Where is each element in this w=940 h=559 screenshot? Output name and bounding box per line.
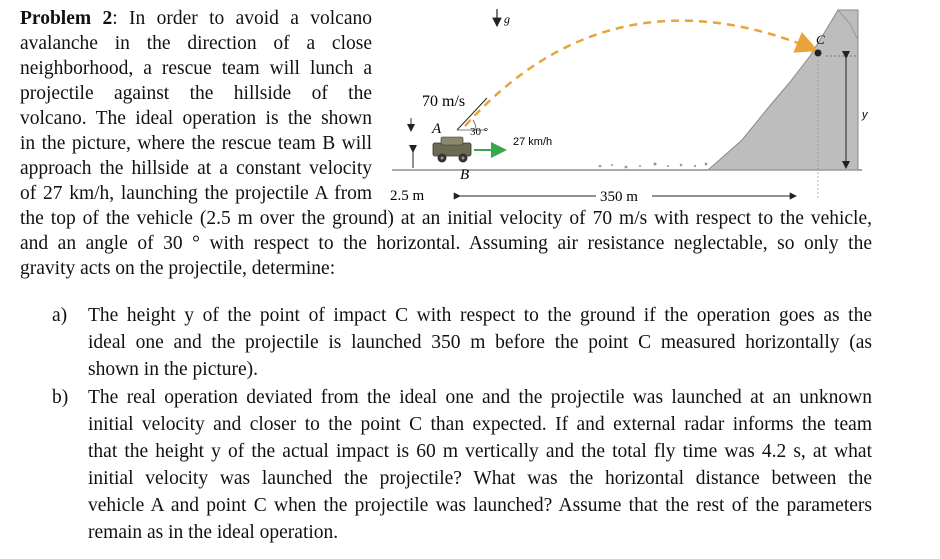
point-c-label: C [816, 32, 825, 47]
point-b-label: B [460, 167, 470, 183]
question-b-line: that the height y of the actual impact is 60 m vertically and the total fly time was 4.2 s, at what [88, 441, 872, 462]
vehicle-speed-label: 27 km/h [513, 136, 553, 148]
intro-line-6: approach the hillside at a constant velocity [20, 158, 372, 179]
problem-label: Problem 2 [20, 8, 113, 29]
impact-point-c [815, 50, 822, 57]
rescue-vehicle-icon [433, 137, 471, 163]
question-a-line: ideal one and the projectile is launched 350 m before the point C measured horizontally (as [88, 332, 872, 353]
point-a-label: A [432, 121, 442, 137]
launch-height-label: 2.5 m [390, 188, 425, 204]
question-b-line: vehicle A and point C when the projectile was launched? Assume that the rest of the parameters [88, 495, 872, 516]
intro-line-1: avalanche in the direction of a close [20, 33, 372, 54]
gravity-label: g [504, 12, 510, 26]
question-b-line: initial velocity was launched the projectile? What was the horizontal distance between the [88, 468, 872, 489]
distance-label: 350 m [600, 189, 638, 205]
full-line-1: and an angle of 30 ° with respect to the horizontal. Assuming air resistance neglectable, so only the [20, 233, 872, 254]
intro-line-7: of 27 km/h, launching the projectile A from [20, 183, 372, 204]
projectile-trajectory [465, 21, 816, 126]
question-b-line: initial velocity and closer to the point C than expected. If and external radar informs the team [88, 414, 872, 435]
intro-line-5: in the picture, where the rescue team B will [20, 133, 372, 154]
question-a-line: shown in the picture). [88, 359, 259, 380]
question-b-label: b) [52, 387, 69, 408]
height-y-label: y [862, 109, 868, 121]
projectile-figure [0, 0, 940, 210]
intro-line-4: volcano. The ideal operation is the shown [20, 108, 372, 129]
full-line-2: gravity acts on the projectile, determine: [20, 258, 336, 279]
volcano-hillside [708, 10, 858, 170]
continuation-paragraph [20, 206, 872, 281]
question-a-line: The height y of the point of impact C with respect to the ground if the operation goes as the [88, 305, 872, 326]
intro-line-3: projectile against the hillside of the [20, 83, 372, 104]
intro-line-0: Problem 2: In order to avoid a volcano [20, 8, 372, 29]
question-b-line: The real operation deviated from the ideal one and the projectile was launched at an unknown [88, 387, 872, 408]
angle-label: 30 ° [470, 126, 489, 138]
intro-line-2: neighborhood, a rescue team will lunch a [20, 58, 372, 79]
question-b-line: remain as in the ideal operation. [88, 522, 339, 543]
full-line-0: the top of the vehicle (2.5 m over the ground) at an initial velocity of 70 m/s with respect to the vehicle, [20, 208, 872, 229]
launch-speed-label: 70 m/s [422, 93, 466, 110]
question-a-label: a) [52, 305, 68, 326]
ground-texture [599, 163, 717, 169]
